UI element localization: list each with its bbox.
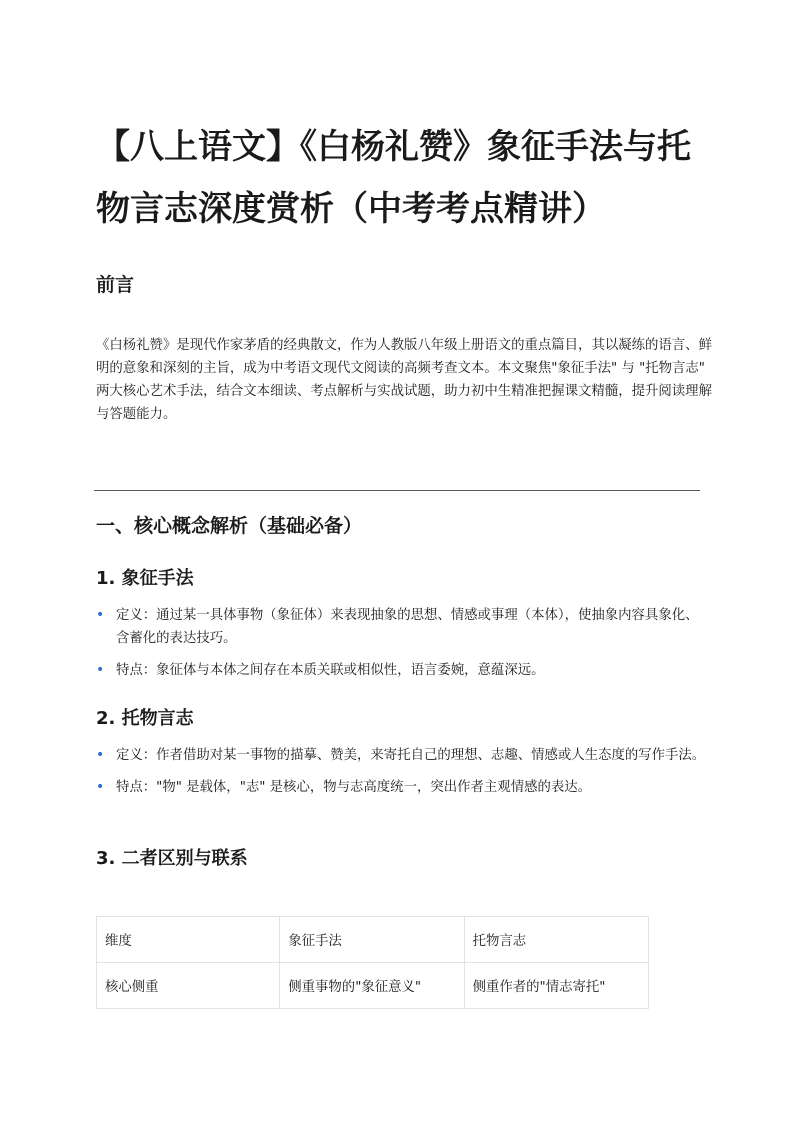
subheading-symbolism: 1. 象征手法 xyxy=(96,568,194,589)
bullet-icon: • xyxy=(96,779,105,795)
table-header-cell: 维度 xyxy=(97,917,280,963)
table-cell: 核心侧重 xyxy=(97,963,280,1009)
list-item xyxy=(96,659,706,682)
table-header-cell: 托物言志 xyxy=(464,917,648,963)
bullet-icon: • xyxy=(96,607,105,623)
section-heading-core-concepts: 一、核心概念解析（基础必备） xyxy=(96,515,363,537)
list-item xyxy=(96,744,706,767)
symbolism-list xyxy=(96,604,706,691)
table-header-row xyxy=(97,917,649,963)
list-item-text: 特点："物" 是载体，"志" 是核心，物与志高度统一，突出作者主观情感的表达。 xyxy=(116,780,592,795)
comparison-table xyxy=(96,916,649,1009)
preface-heading: 前言 xyxy=(96,274,135,296)
preface-paragraph: 《白杨礼赞》是现代作家茅盾的经典散文，作为人教版八年级上册语文的重点篇目，其以凝练的语言、鲜明的意象和深刻的主旨，成为中考语文现代文阅读的高频考查文本。本文聚焦"象征手法" 与 "托物言志" 两大核心艺术手法，结合文本细读、考点解析与实战试题，助力初中生精准把握课文精髓，提升阅读理解与答题能力。 xyxy=(96,338,712,422)
list-item-text: 定义：作者借助对某一事物的描摹、赞美，来寄托自己的理想、志趣、情感或人生态度的写作手法。 xyxy=(116,748,706,763)
table-header-cell: 象征手法 xyxy=(280,917,464,963)
list-item xyxy=(96,604,706,650)
table-cell: 侧重作者的"情志寄托" xyxy=(464,963,648,1009)
table-row xyxy=(97,963,649,1009)
tuowu-yanzhi-list xyxy=(96,744,706,808)
subheading-tuowu-yanzhi: 2. 托物言志 xyxy=(96,708,194,729)
list-item-text: 定义：通过某一具体事物（象征体）来表现抽象的思想、情感或事理（本体），使抽象内容具象化、含蓄化的表达技巧。 xyxy=(116,608,699,646)
page-title: 【八上语文】《白杨礼赞》象征手法与托物言志深度赏析（中考考点精讲） xyxy=(96,127,691,229)
table-cell: 侧重事物的"象征意义" xyxy=(280,963,464,1009)
bullet-icon: • xyxy=(96,747,105,763)
list-item xyxy=(96,776,706,799)
section-divider xyxy=(94,490,700,491)
bullet-icon: • xyxy=(96,662,105,678)
list-item-text: 特点：象征体与本体之间存在本质关联或相似性，语言委婉，意蕴深远。 xyxy=(116,663,545,678)
subheading-difference: 3. 二者区别与联系 xyxy=(96,848,248,869)
